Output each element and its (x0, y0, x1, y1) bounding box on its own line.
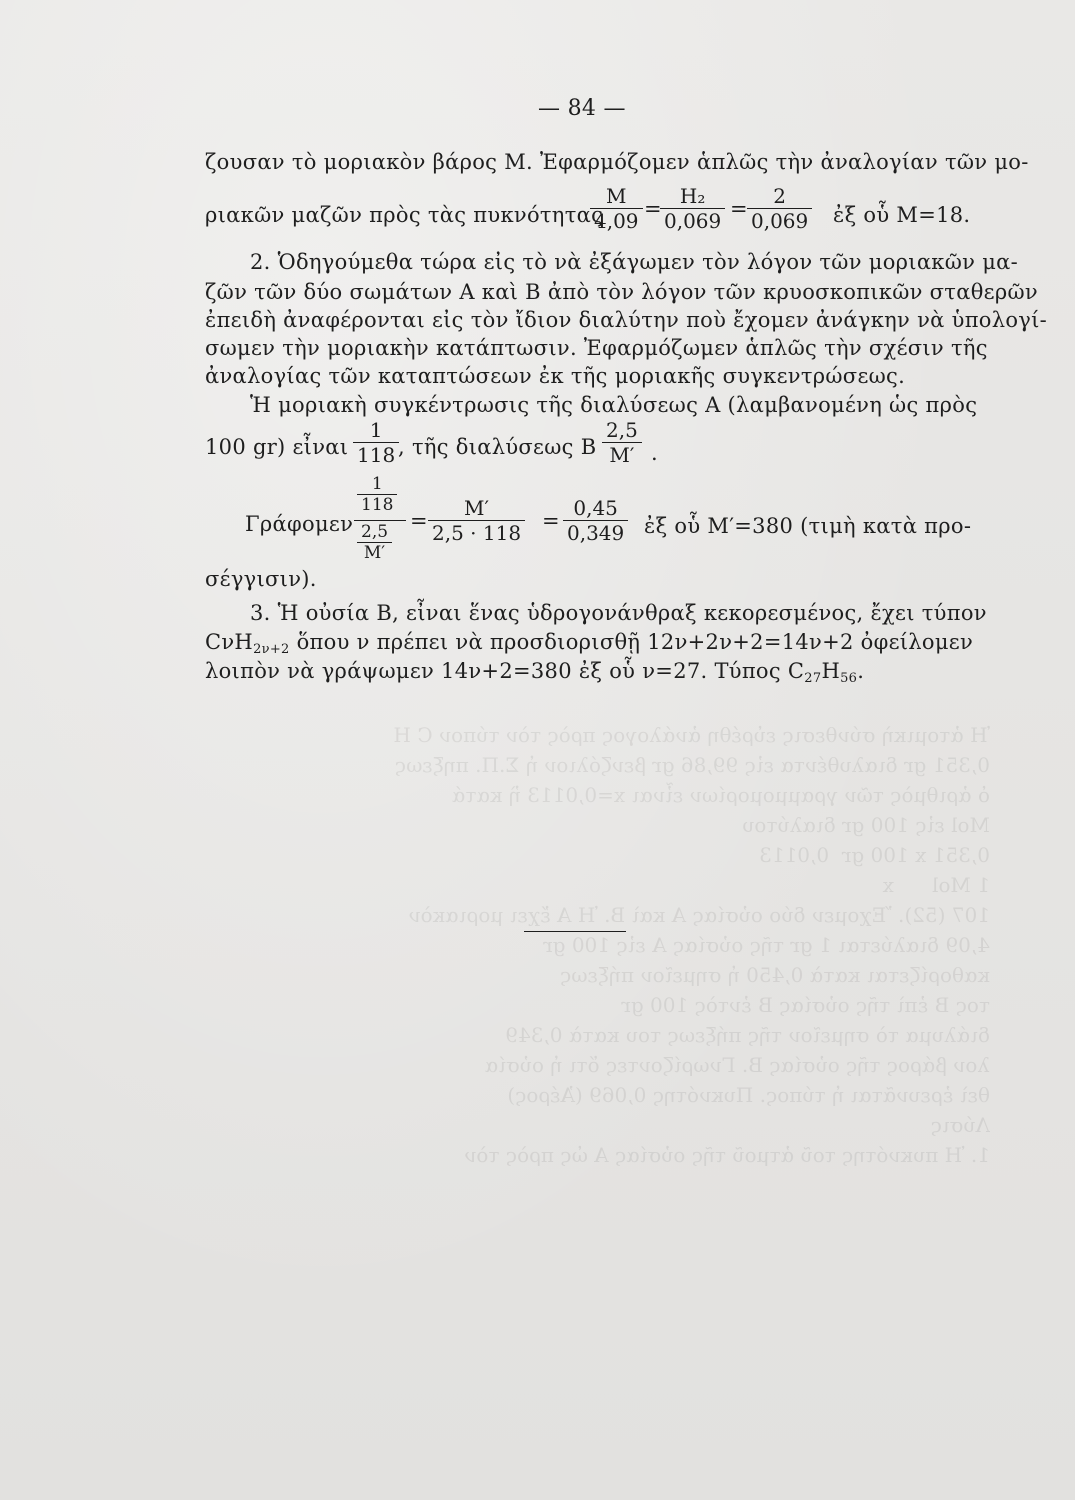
fraction-numerator: 2,5 (361, 522, 389, 542)
page-number: — 84 — (538, 96, 626, 121)
text-line-11: σέγγισιν). (205, 567, 317, 591)
fraction-2-5-over-m (357, 522, 392, 563)
main-fraction-bar (354, 520, 406, 521)
equals-sign: = (730, 197, 748, 221)
text-line-8: Ἡ μοριακὴ συγκέντρωσις τῆς διαλύσεως A (λαμβανομένη ὡς πρὸς (250, 393, 978, 417)
period: . (857, 659, 865, 683)
fraction-1-over-118 (357, 474, 397, 515)
fraction-numerator: 2 (773, 184, 786, 208)
formula-cnh-part: CνH (205, 630, 254, 654)
fraction-denominator: 118 (353, 442, 399, 467)
text-line-14 (205, 659, 864, 686)
text-line-2b: ἐξ οὗ M=18. (833, 203, 971, 227)
text-line-10b: ἐξ οὗ M′=380 (τιμὴ κατὰ προ- (644, 514, 972, 538)
fraction-denominator: 0,069 (747, 208, 812, 233)
fraction-m-over-product (428, 496, 525, 545)
fraction-numerator: M′ (464, 496, 490, 520)
text-line-5: ἐπειδὴ ἀναφέρονται εἰς τὸν ἴδιον διαλύτην ποὺ ἔχομεν ἀνάγκην νὰ ὑπολογί- (205, 308, 1048, 332)
text-line-2a: ριακῶν μαζῶν πρὸς τὰς πυκνότητας (205, 203, 604, 227)
fraction-denominator: 0,069 (660, 208, 725, 233)
fraction-numerator: H₂ (679, 184, 706, 208)
fraction-denominator: 2,5 · 118 (428, 520, 525, 545)
text-line-1: ζουσαν τὸ μοριακὸν βάρος M. Ἐφαρμόζομεν ἁπλῶς τὴν ἀναλογίαν τῶν μο- (205, 150, 1029, 174)
fraction-2-over-density (747, 184, 812, 233)
equals-sign: = (542, 509, 560, 533)
fraction-numerator: 0,45 (573, 496, 618, 520)
fraction-1-over-118 (353, 418, 399, 467)
text-line-13 (205, 630, 973, 657)
fraction-numerator: M (606, 184, 627, 208)
fraction-2-5-over-m (602, 418, 642, 467)
fraction-denominator: M′ (602, 442, 642, 467)
fraction-denominator: 4,09 (590, 208, 643, 233)
bleed-through-text: Ἡ ἀτομικὴ σύνθεσις εὑρέθη ἀνάλογος πρὸς τὸν τύπον C H 0,351 gr διαλυθέντα εἰς 99,86 gr βενζόλιον ἡ Σ.Π. πηξεως ὁ ἀριθμὸς τῶν γραμμομορίων εἶναι x=0,0113 ἢ κατά Mol εἰς 100 gr διαλύτου 0,351 x 100 gr 0,0113 1 Mol x 107 (52). Ἔχομεν δύο οὐσίας A καὶ B. Ἡ A ἔχει μοριακὸν 4,09 διαλύεται 1 gr τῆς οὐσίας A εἰς 100 gr καθορίζεται κατὰ 0,450 ἡ σημεῖον πήξεως τος B ἐπὶ τῆς οὐσίας B ἐντὸς 100 gr διάλυμα τὸ σημεῖον τῆς πήξεως του κατὰ 0,349 λον βάρος τῆς οὐσίας B. Γνωρίζοντες ὅτι ἡ οὐσία θεὶ ἐρευνᾶται ἡ τύπος. Πυκνότης 0,069 (Ἀέρος) Λύσις 1. Ἡ πυκνότης τοῦ ἀτμοῦ τῆς οὐσίας A ὡς πρὸς τὸν (393, 723, 990, 1167)
text-line-7: ἀναλογίας τῶν καταπτώσεων ἐκ τῆς μοριακῆς συγκεντρώσεως. (205, 364, 906, 388)
text-line-9b: , τῆς διαλύσεως B (398, 435, 597, 459)
fraction-0-45-over-0-349 (563, 496, 628, 545)
equals-sign: = (644, 197, 662, 221)
section-separator-rule (524, 931, 626, 932)
formula-subscript-h: 56 (840, 671, 858, 686)
text-line-6: σωμεν τὴν μοριακὴν κατάπτωσιν. Ἐφαρμόζωμεν ἁπλῶς τὴν σχέσιν τῆς (205, 336, 988, 360)
fraction-denominator: M′ (357, 542, 392, 563)
fraction-denominator: 0,349 (563, 520, 628, 545)
text-line-13b: ὅπου ν πρέπει νὰ προσδιορισθῇ 12ν+2ν+2=14ν+2 ὀφείλομεν (289, 630, 974, 654)
fraction-numerator: 1 (371, 474, 383, 494)
formula-h: H (821, 659, 841, 683)
text-line-3: 2. Ὁδηγούμεθα τώρα εἰς τὸ νὰ ἐξάγωμεν τὸν λόγον τῶν μοριακῶν μα- (250, 250, 1019, 274)
equals-sign: = (410, 509, 428, 533)
fraction-numerator: 2,5 (606, 418, 638, 442)
fraction-denominator: 118 (357, 494, 397, 515)
period: . (651, 441, 658, 465)
formula-subscript: 2ν+2 (253, 642, 290, 657)
formula-subscript-c: 27 (804, 671, 822, 686)
text-line-14a: λοιπὸν νὰ γράψωμεν 14ν+2=380 ἐξ οὗ ν=27. Τύπος C (205, 659, 805, 683)
text-line-12: 3. Ἡ οὐσία B, εἶναι ἕνας ὑδρογονάνθραξ κεκορεσμένος, ἔχει τύπον (250, 601, 987, 625)
fraction-m-over-density (590, 184, 643, 233)
fraction-h2-over-density (660, 184, 725, 233)
text-line-10a: Γράφομεν (245, 512, 354, 536)
compound-fraction (354, 474, 412, 566)
fraction-numerator: 1 (369, 418, 383, 442)
text-line-4: ζῶν τῶν δύο σωμάτων A καὶ B ἀπὸ τὸν λόγον τῶν κρυοσκοπικῶν σταθερῶν (205, 280, 1038, 304)
text-line-9a: 100 gr) εἶναι (205, 435, 349, 459)
